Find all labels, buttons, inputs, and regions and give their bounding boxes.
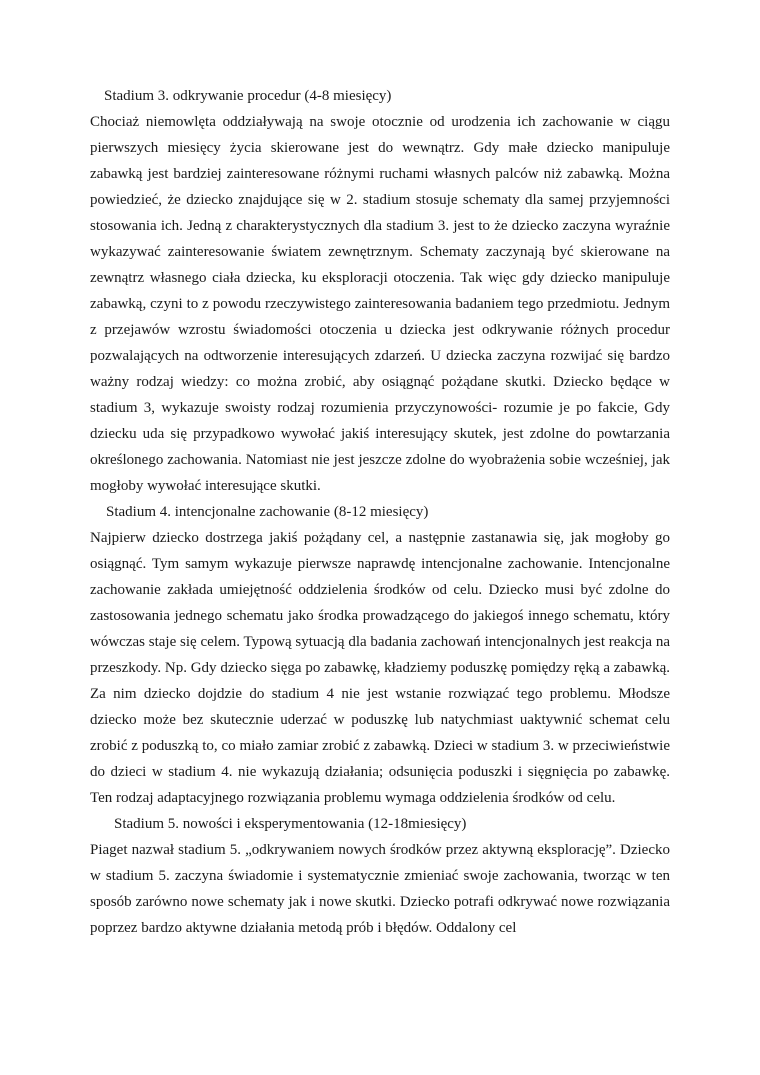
section-heading-stadium-5: Stadium 5. nowości i eksperymentowania (12-18miesięcy): [114, 816, 467, 832]
section-heading-stadium-4: Stadium 4. intencjonalne zachowanie (8-12 miesięcy): [106, 504, 429, 520]
section-paragraph-stadium-3: Chociaż niemowlęta oddziaływają na swoje otocznie od urodzenia ich zachowanie w ciągu pierwszych miesięcy życia skierowane jest do wewnątrz. Gdy małe dziecko manipuluje zabawką jest bardziej zainteresowane różnymi ruchami własnych palców niż zabawką. Można powiedzieć, że dziecko znajdujące się w 2. stadium stosuje schematy dla samej przyjemności stosowania ich. Jedną z charakterystycznych dla stadium 3. jest to że dziecko zaczyna wyraźnie wykazywać zainteresowanie światem zewnętrznym. Schematy zaczynają być skierowane na zewnątrz własnego ciała dziecka, ku eksploracji otoczenia. Tak więc gdy dziecko manipuluje zabawką, czyni to z powodu rzeczywistego zainteresowania badaniem tego przedmiotu. Jednym z przejawów wzrostu świadomości otoczenia u dziecka jest odkrywanie różnych procedur pozwalających na odtworzenie interesujących zdarzeń. U dziecka zaczyna rozwijać się bardzo ważny rodzaj wiedzy: co można zrobić, aby osiągnąć pożądane skutki. Dziecko będące w stadium 3, wykazuje swoisty rodzaj rozumienia przyczynowości- rozumie je po fakcie, Gdy dziecku uda się przypadkowo wywołać jakiś interesujący skutek, jest zdolne do powtarzania określonego zachowania. Natomiast nie jest jeszcze zdolne do wyobrażenia sobie wcześniej, jak mogłoby wywołać interesujące skutki.: [90, 114, 670, 494]
section-paragraph-stadium-5: Piaget nazwał stadium 5. „odkrywaniem nowych środków przez aktywną eksplorację”. Dziecko w stadium 5. zaczyna świadomie i systematycznie zmieniać swoje zachowania, tworząc w ten sposób zarówno nowe schematy jak i nowe skutki. Dziecko potrafi odkrywać nowe rozwiązania poprzez bardzo aktywne działania metodą prób i błędów. Oddalony cel: [90, 842, 670, 936]
section-heading-stadium-3: Stadium 3. odkrywanie procedur (4-8 miesięcy): [104, 88, 392, 104]
document-body: [90, 83, 670, 941]
section-paragraph-stadium-4: Najpierw dziecko dostrzega jakiś pożądany cel, a następnie zastanawia się, jak mogłoby go osiągnąć. Tym samym wykazuje pierwsze naprawdę intencjonalne zachowanie. Intencjonalne zachowanie zakłada umiejętność oddzielenia środków od celu. Dziecko musi być zdolne do zastosowania jednego schematu jako środka prowadzącego do jakiegoś innego schematu, który wówczas staje się celem. Typową sytuacją dla badania zachowań intencjonalnych jest reakcja na przeszkody. Np. Gdy dziecko sięga po zabawkę, kładziemy poduszkę pomiędzy ręką a zabawką. Za nim dziecko dojdzie do stadium 4 nie jest wstanie rozwiązać tego problemu. Młodsze dziecko może bez skutecznie uderzać w poduszkę lub natychmiast uaktywnić schemat celu zrobić z poduszką to, co miało zamiar zrobić z zabawką. Dzieci w stadium 3. w przeciwieństwie do dzieci w stadium 4. nie wykazują działania; odsunięcia poduszki i sięgnięcia po zabawkę. Ten rodzaj adaptacyjnego rozwiązania problemu wymaga oddzielenia środków od celu.: [90, 530, 670, 806]
